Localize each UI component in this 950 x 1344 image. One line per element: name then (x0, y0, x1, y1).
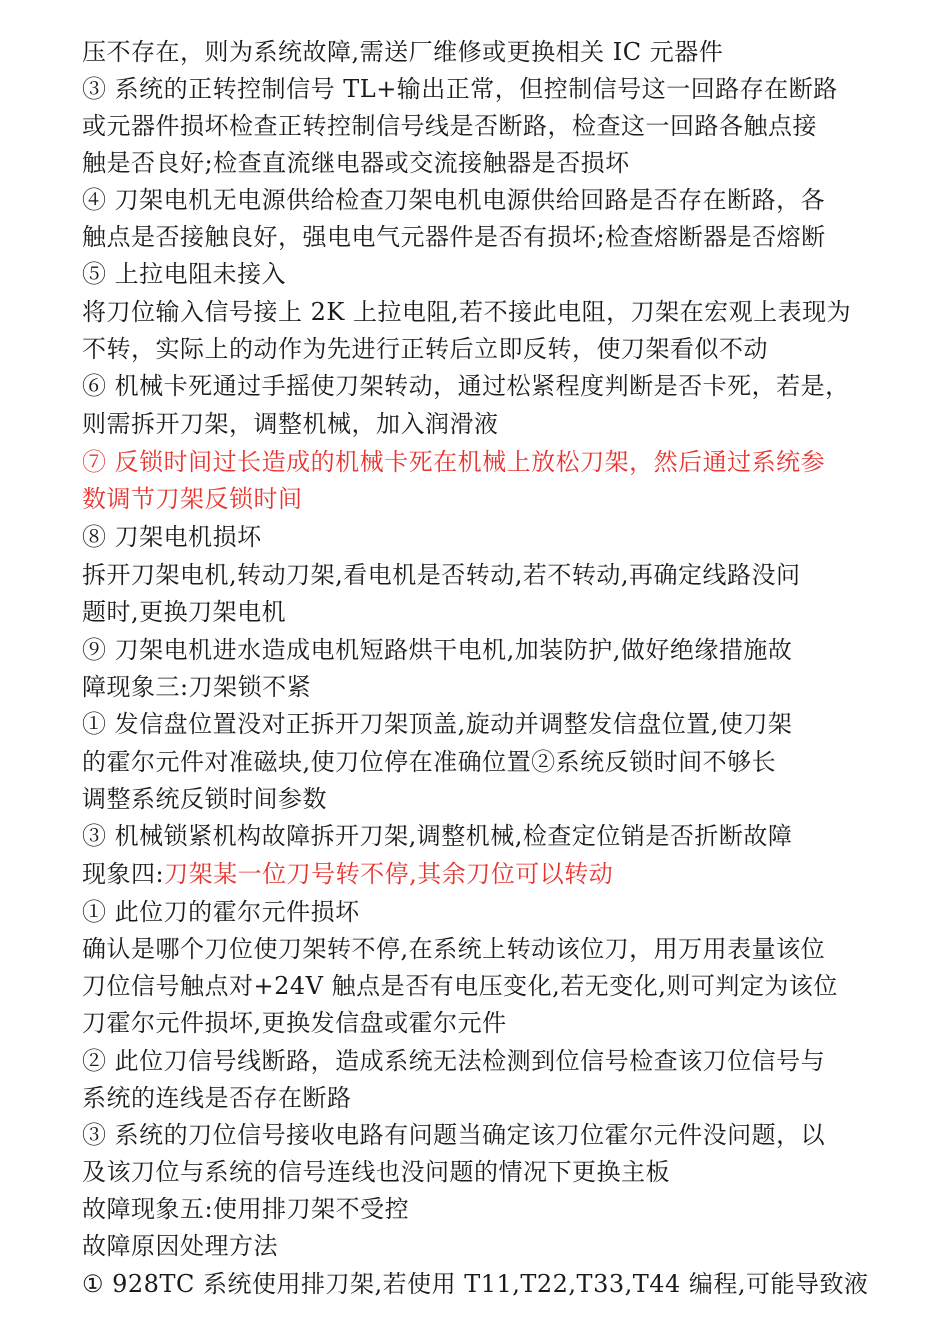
text-line-22: ③ 机械锁紧机构故障拆开刀架,调整机械,检查定位销是否折断故障 (82, 822, 793, 850)
text-line-3: 或元器件损坏检查正转控制信号线是否断路，检查这一回路各触点接 (82, 112, 817, 140)
text-line-33: 故障原因处理方法 (82, 1232, 278, 1260)
highlighted-phenomenon: 刀架某一位刀号转不停,其余刀位可以转动 (164, 860, 614, 888)
text-line-16: 题时,更换刀架电机 (82, 598, 287, 626)
text-line-26: 刀位信号触点对+24V 触点是否有电压变化,若无变化,则可判定为该位 (82, 972, 838, 1000)
text-line-7: ⑤ 上拉电阻未接入 (82, 260, 287, 288)
text-line-15: 拆开刀架电机,转动刀架,看电机是否转动,若不转动,再确定线路没问 (82, 561, 801, 589)
text-line-11: 则需拆开刀架，调整机械，加入润滑液 (82, 410, 499, 438)
text-line-1: 压不存在，则为系统故障,需送厂维修或更换相关 IC 元器件 (82, 38, 724, 66)
text-line-30: ③ 系统的刀位信号接收电路有问题当确定该刀位霍尔元件没问题，以 (82, 1121, 826, 1149)
text-line-19: ① 发信盘位置没对正拆开刀架顶盖,旋动并调整发信盘位置,使刀架 (82, 710, 793, 738)
text-line-31: 及该刀位与系统的信号连线也没问题的情况下更换主板 (82, 1158, 670, 1186)
text-line-8: 将刀位输入信号接上 2K 上拉电阻,若不接此电阻，刀架在宏观上表现为 (82, 298, 852, 326)
text-line-21: 调整系统反锁时间参数 (82, 785, 327, 813)
text-line-27: 刀霍尔元件损坏,更换发信盘或霍尔元件 (82, 1009, 507, 1037)
text-line-4: 触是否良好;检查直流继电器或交流接触器是否损坏 (82, 149, 630, 177)
highlighted-line-2: 数调节刀架反锁时间 (82, 485, 303, 513)
text-line-5: ④ 刀架电机无电源供给检查刀架电机电源供给回路是否存在断路，各 (82, 186, 826, 214)
text-line-6: 触点是否接触良好，强电电气元器件是否有损坏;检查熔断器是否熔断 (82, 223, 826, 251)
text-line-28: ② 此位刀信号线断路，造成系统无法检测到位信号检查该刀位信号与 (82, 1047, 826, 1075)
text-line-20: 的霍尔元件对准磁块,使刀位停在准确位置②系统反锁时间不够长 (82, 748, 777, 776)
text-line-24: ① 此位刀的霍尔元件损坏 (82, 898, 360, 926)
text-line-25: 确认是哪个刀位使刀架转不停,在系统上转动该位刀，用万用表量该位 (82, 935, 826, 963)
phenomenon-label: 现象四: (82, 860, 165, 888)
text-line-10: ⑥ 机械卡死通过手摇使刀架转动，通过松紧程度判断是否卡死，若是， (82, 372, 850, 400)
text-line-29: 系统的连线是否存在断路 (82, 1084, 352, 1112)
text-line-34: ① 928TC 系统使用排刀架,若使用 T11,T22,T33,T44 编程,可能导致液 (82, 1270, 869, 1298)
text-line-2: ③ 系统的正转控制信号 TL+输出正常，但控制信号这一回路存在断路 (82, 75, 838, 103)
text-line-17: ⑨ 刀架电机进水造成电机短路烘干电机,加装防护,做好绝缘措施故 (82, 636, 793, 664)
text-line-32: 故障现象五:使用排刀架不受控 (82, 1195, 410, 1223)
text-line-23 (82, 856, 613, 893)
text-line-9: 不转，实际上的动作为先进行正转后立即反转，使刀架看似不动 (82, 335, 768, 363)
highlighted-line-1: ⑦ 反锁时间过长造成的机械卡死在机械上放松刀架，然后通过系统参 (82, 448, 826, 476)
text-line-14: ⑧ 刀架电机损坏 (82, 523, 262, 551)
text-line-18: 障现象三:刀架锁不紧 (82, 673, 312, 701)
